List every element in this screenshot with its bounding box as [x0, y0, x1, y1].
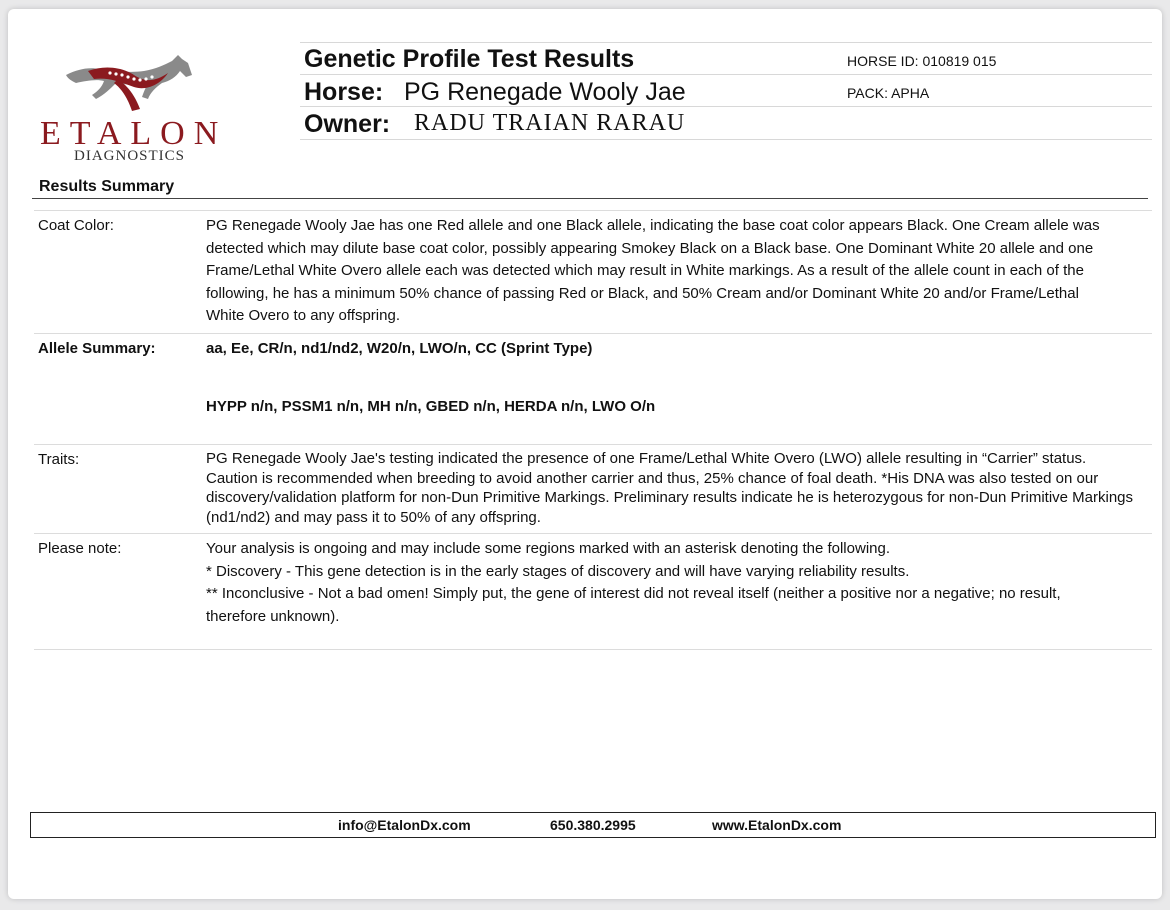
- logo-submark: DIAGNOSTICS: [74, 148, 186, 164]
- summary-divider: [32, 198, 1148, 199]
- horse-id: HORSE ID: 010819 015: [847, 53, 997, 69]
- pack-label: PACK: APHA: [847, 85, 930, 101]
- coat-color-text: PG Renegade Wooly Jae has one Red allele and one Black allele, indicating the base coat color appears Black. One Cream allele was detected which may dilute base coat color, possibly appearing Smokey Black on a Black base. One Dominant White 20 allele and one Frame/Lethal White Overo allele each was detected which may result in White markings. As a result of the allele count in each of the following, he has a minimum 50% chance of passing Red or Black, and 50% Cream and/or Dominant White 20 and/or Frame/Lethal White Overo to any offspring.: [206, 217, 1100, 324]
- coat-color-row: [34, 210, 1152, 333]
- header-row-title: [300, 42, 1152, 75]
- header-row-horse: [300, 74, 1152, 107]
- header-row-owner: [300, 106, 1152, 140]
- etalon-logo: [36, 53, 236, 168]
- report-page: [8, 9, 1162, 899]
- footer-email[interactable]: info@EtalonDx.com: [338, 817, 471, 833]
- note-line-inconclusive: ** Inconclusive - Not a bad omen! Simply put, the gene of interest did not reveal itself (neither a positive nor a negative; no result, therefore unknown).: [206, 585, 1061, 625]
- note-line-discovery: * Discovery - This gene detection is in the early stages of discovery and will have varying reliability results.: [206, 562, 910, 580]
- horse-label: Horse:: [304, 78, 384, 106]
- table-bottom-divider: [34, 649, 1152, 650]
- owner-name: RADU TRAIAN RARAU: [414, 110, 686, 136]
- contact-footer: [30, 812, 1156, 838]
- traits-text: PG Renegade Wooly Jae's testing indicated the presence of one Frame/Lethal White Overo (LWO) allele resulting in “Carrier” status. Caution is recommended when breeding to avoid another carrier and thus, 25% chance of foal death. *His DNA was also tested on our discovery/validation platform for non-Dun Primitive Markings. Preliminary results indicate he is heterozygous for non-Dun Primitive Markings (nd1/nd2) and may pass it to 50% of any offspring.: [206, 450, 1134, 526]
- note-line-intro: Your analysis is ongoing and may include some regions marked with an asterisk denoting the following.: [206, 540, 891, 557]
- please-note-label: Please note:: [38, 540, 122, 557]
- logo-wordmark: ETALON: [40, 115, 228, 152]
- allele-summary-line1: aa, Ee, CR/n, nd1/nd2, W20/n, LWO/n, CC (Sprint Type): [206, 340, 593, 357]
- please-note-content: [206, 538, 1106, 628]
- horse-name: PG Renegade Wooly Jae: [404, 78, 686, 106]
- owner-label: Owner:: [304, 110, 391, 138]
- allele-summary-line2: HYPP n/n, PSSM1 n/n, MH n/n, GBED n/n, HERDA n/n, LWO O/n: [206, 398, 656, 415]
- footer-website[interactable]: www.EtalonDx.com: [712, 817, 842, 833]
- traits-row: [34, 444, 1152, 533]
- coat-color-label: Coat Color:: [38, 217, 114, 234]
- horse-emblem-icon: [64, 53, 194, 119]
- report-title: Genetic Profile Test Results: [304, 45, 635, 73]
- traits-label: Traits:: [38, 451, 80, 468]
- allele-summary-row: [34, 333, 1152, 444]
- allele-summary-label: Allele Summary:: [38, 340, 156, 357]
- footer-phone: 650.380.2995: [550, 817, 636, 833]
- please-note-row: [34, 533, 1152, 649]
- results-summary-heading: Results Summary: [39, 178, 175, 195]
